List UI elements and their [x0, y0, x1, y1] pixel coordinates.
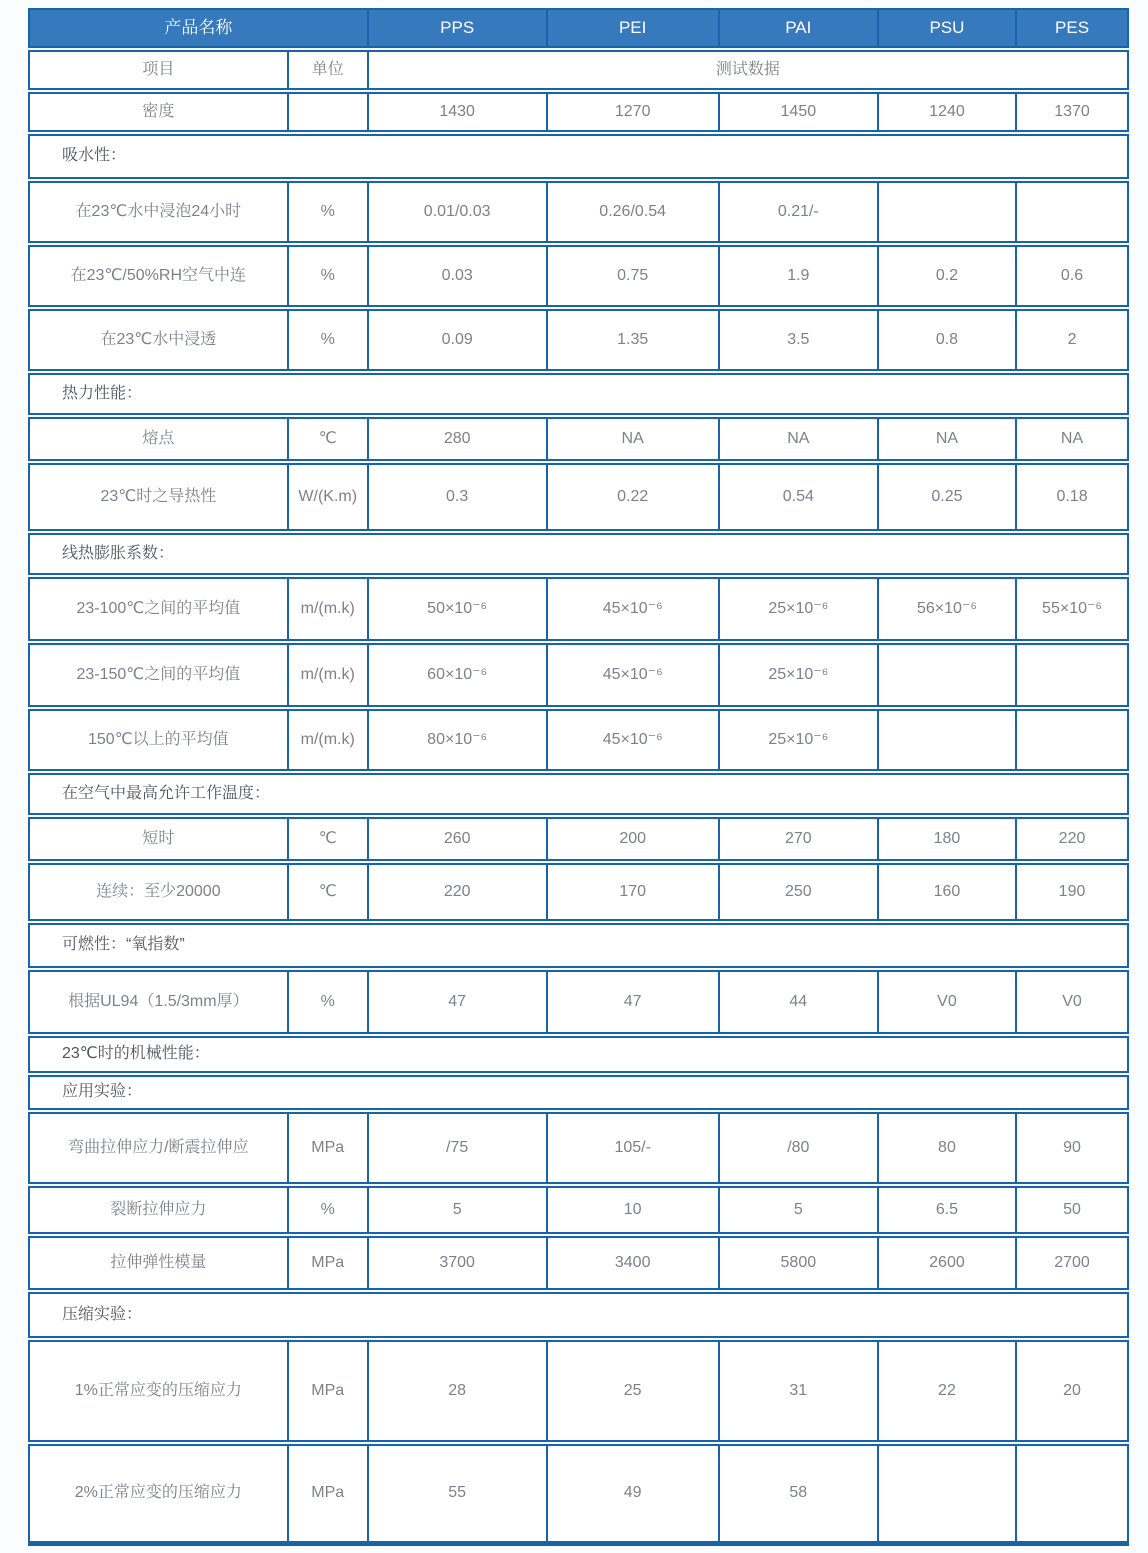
- value-cell: NA: [546, 419, 718, 459]
- unit-cell: ℃: [287, 865, 367, 919]
- unit-cell: [287, 94, 367, 130]
- table-header-row: [28, 8, 1129, 48]
- column-header-pps: PPS: [367, 10, 546, 46]
- row-label: 在23℃水中浸泡24小时: [75, 202, 242, 220]
- row-label: 1%正常应变的压缩应力: [74, 1381, 242, 1399]
- section-row: [28, 773, 1129, 815]
- row-label: 23-150℃之间的平均值: [76, 665, 241, 683]
- section-label: 吸水性：: [62, 147, 127, 165]
- value-cell: 49: [546, 1446, 718, 1541]
- table-row: [28, 181, 1129, 243]
- value-cell: 22: [877, 1342, 1015, 1440]
- value-cell: 1270: [546, 94, 718, 130]
- value-cell: 3400: [546, 1238, 718, 1288]
- unit-cell: %: [287, 247, 367, 305]
- value-cell: 260: [367, 819, 546, 859]
- value-cell: 50: [1015, 1188, 1127, 1232]
- column-header-pei: PEI: [546, 10, 718, 46]
- value-cell: 47: [546, 972, 718, 1032]
- value-cell: 25×10⁻⁶: [718, 711, 877, 769]
- value-cell: 0.6: [1015, 247, 1127, 305]
- value-cell: 56×10⁻⁶: [877, 579, 1015, 639]
- unit-cell: %: [287, 1188, 367, 1232]
- table-row: [28, 1444, 1129, 1546]
- value-cell: [1015, 183, 1127, 241]
- value-cell: 1.9: [718, 247, 877, 305]
- value-cell: 2600: [877, 1238, 1015, 1288]
- unit-cell: MPa: [287, 1114, 367, 1182]
- value-cell: 3700: [367, 1238, 546, 1288]
- unit-cell: %: [287, 183, 367, 241]
- value-cell: 0.54: [718, 465, 877, 529]
- section-row: [28, 1075, 1129, 1110]
- row-label: 根据UL94（1.5/3mm厚）: [68, 992, 249, 1010]
- value-cell: 25×10⁻⁶: [718, 579, 877, 639]
- value-cell: 28: [367, 1342, 546, 1440]
- value-cell: 60×10⁻⁶: [367, 645, 546, 705]
- value-cell: 0.26/0.54: [546, 183, 718, 241]
- value-cell: 25×10⁻⁶: [718, 645, 877, 705]
- value-cell: 220: [1015, 819, 1127, 859]
- value-cell: 0.75: [546, 247, 718, 305]
- column-header-psu: PSU: [877, 10, 1015, 46]
- table-row: [28, 92, 1129, 132]
- product-name-header: 产品名称: [164, 17, 233, 37]
- value-cell: NA: [718, 419, 877, 459]
- value-cell: NA: [1015, 419, 1127, 459]
- value-cell: 0.22: [546, 465, 718, 529]
- value-cell: 10: [546, 1188, 718, 1232]
- unit-cell: %: [287, 972, 367, 1032]
- value-cell: 0.09: [367, 311, 546, 369]
- value-cell: 0.8: [877, 311, 1015, 369]
- table-row: [28, 817, 1129, 861]
- table-row: [28, 643, 1129, 707]
- row-label: 在23℃水中浸透: [100, 330, 217, 348]
- value-cell: 0.01/0.03: [367, 183, 546, 241]
- table-row: [28, 463, 1129, 531]
- unit-cell: MPa: [287, 1446, 367, 1541]
- value-cell: 20: [1015, 1342, 1127, 1440]
- row-label: 短时: [142, 829, 175, 847]
- value-cell: 50×10⁻⁶: [367, 579, 546, 639]
- section-label: 热力性能：: [62, 384, 143, 402]
- value-cell: NA: [877, 419, 1015, 459]
- table-row: [28, 245, 1129, 307]
- section-label: 在空气中最高允许工作温度：: [62, 784, 271, 802]
- value-cell: V0: [877, 972, 1015, 1032]
- value-cell: 5: [367, 1188, 546, 1232]
- section-label: 压缩实验：: [62, 1305, 143, 1323]
- value-cell: /80: [718, 1114, 877, 1182]
- unit-cell: m/(m.k): [287, 579, 367, 639]
- section-row: [28, 373, 1129, 415]
- value-cell: 25: [546, 1342, 718, 1440]
- table-row: [28, 1112, 1129, 1184]
- value-cell: 58: [718, 1446, 877, 1541]
- value-cell: 3.5: [718, 311, 877, 369]
- value-cell: 90: [1015, 1114, 1127, 1182]
- table-subheader-row: [28, 50, 1129, 90]
- row-label: 弯曲拉伸应力/断震拉伸应: [68, 1138, 249, 1156]
- section-label: 23℃时的机械性能：: [62, 1045, 210, 1063]
- value-cell: 5800: [718, 1238, 877, 1288]
- table-row: [28, 1236, 1129, 1290]
- section-label: 应用实验：: [62, 1083, 143, 1101]
- table-row: [28, 863, 1129, 921]
- row-label: 23-100℃之间的平均值: [76, 599, 241, 617]
- unit-column-header: 单位: [287, 52, 367, 88]
- row-label: 裂断拉伸应力: [110, 1200, 207, 1218]
- unit-cell: W/(K.m): [287, 465, 367, 529]
- value-cell: 0.2: [877, 247, 1015, 305]
- value-cell: 6.5: [877, 1188, 1015, 1232]
- value-cell: 55×10⁻⁶: [1015, 579, 1127, 639]
- unit-cell: ℃: [287, 819, 367, 859]
- value-cell: [1015, 1446, 1127, 1541]
- row-label: 在23℃/50%RH空气中连: [70, 266, 247, 284]
- value-cell: 0.18: [1015, 465, 1127, 529]
- value-cell: 0.21/-: [718, 183, 877, 241]
- value-cell: [877, 183, 1015, 241]
- material-properties-table: [28, 8, 1129, 1546]
- table-row: [28, 309, 1129, 371]
- value-cell: 80: [877, 1114, 1015, 1182]
- section-label: 线热膨胀系数：: [62, 544, 175, 562]
- value-cell: 160: [877, 865, 1015, 919]
- value-cell: 45×10⁻⁶: [546, 711, 718, 769]
- value-cell: 2700: [1015, 1238, 1127, 1288]
- value-cell: [1015, 645, 1127, 705]
- value-cell: 44: [718, 972, 877, 1032]
- value-cell: 80×10⁻⁶: [367, 711, 546, 769]
- table-body: [28, 92, 1129, 1546]
- value-cell: 5: [718, 1188, 877, 1232]
- unit-cell: %: [287, 311, 367, 369]
- unit-cell: MPa: [287, 1238, 367, 1288]
- section-label: 可燃性：“氧指数”: [62, 936, 185, 954]
- value-cell: /75: [367, 1114, 546, 1182]
- row-label: 拉伸弹性模量: [110, 1253, 207, 1271]
- table-row: [28, 1340, 1129, 1442]
- value-cell: 105/-: [546, 1114, 718, 1182]
- table-row: [28, 1186, 1129, 1234]
- table-row: [28, 970, 1129, 1034]
- section-row: [28, 1036, 1129, 1073]
- unit-cell: ℃: [287, 419, 367, 459]
- item-column-header: 项目: [142, 60, 175, 78]
- test-data-header: 测试数据: [367, 52, 1127, 88]
- value-cell: 1240: [877, 94, 1015, 130]
- section-row: [28, 134, 1129, 179]
- value-cell: [877, 711, 1015, 769]
- row-label: 连续：至少20000: [96, 882, 221, 900]
- value-cell: 47: [367, 972, 546, 1032]
- column-header-pes: PES: [1015, 10, 1127, 46]
- value-cell: 1430: [367, 94, 546, 130]
- row-label: 150℃以上的平均值: [88, 730, 229, 748]
- section-row: [28, 923, 1129, 968]
- value-cell: 0.03: [367, 247, 546, 305]
- table-row: [28, 417, 1129, 461]
- value-cell: 270: [718, 819, 877, 859]
- value-cell: V0: [1015, 972, 1127, 1032]
- unit-cell: m/(m.k): [287, 645, 367, 705]
- value-cell: 2: [1015, 311, 1127, 369]
- value-cell: 220: [367, 865, 546, 919]
- value-cell: 1.35: [546, 311, 718, 369]
- value-cell: 45×10⁻⁶: [546, 579, 718, 639]
- column-header-pai: PAI: [718, 10, 877, 46]
- value-cell: [1015, 711, 1127, 769]
- row-label: 23℃时之导热性: [100, 487, 217, 505]
- section-row: [28, 533, 1129, 575]
- value-cell: 0.3: [367, 465, 546, 529]
- row-label: 熔点: [142, 429, 175, 447]
- table-row: [28, 577, 1129, 641]
- unit-cell: m/(m.k): [287, 711, 367, 769]
- value-cell: [877, 1446, 1015, 1541]
- value-cell: 45×10⁻⁶: [546, 645, 718, 705]
- value-cell: 190: [1015, 865, 1127, 919]
- table-row: [28, 709, 1129, 771]
- value-cell: 31: [718, 1342, 877, 1440]
- value-cell: 55: [367, 1446, 546, 1541]
- value-cell: 280: [367, 419, 546, 459]
- row-label: 2%正常应变的压缩应力: [74, 1484, 242, 1502]
- value-cell: 1370: [1015, 94, 1127, 130]
- value-cell: 0.25: [877, 465, 1015, 529]
- section-row: [28, 1292, 1129, 1338]
- value-cell: 180: [877, 819, 1015, 859]
- value-cell: 200: [546, 819, 718, 859]
- value-cell: 1450: [718, 94, 877, 130]
- row-label: 密度: [142, 102, 175, 120]
- value-cell: 250: [718, 865, 877, 919]
- value-cell: [877, 645, 1015, 705]
- unit-cell: MPa: [287, 1342, 367, 1440]
- value-cell: 170: [546, 865, 718, 919]
